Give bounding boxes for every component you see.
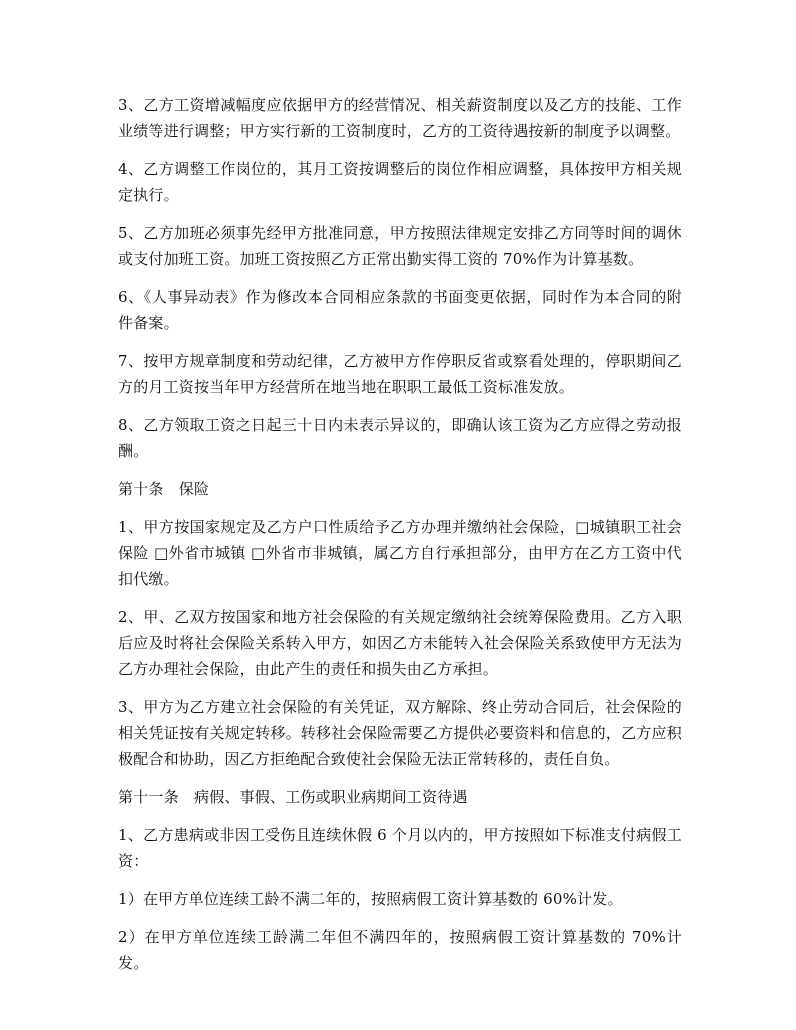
clause-7-suspension-pay: 7、按甲方规章制度和劳动纪律，乙方被甲方作停职反省或察看处理的，停职期间乙方的月工资按当年甲方经营所在地当地在职职工最低工资标准发放。: [118, 352, 682, 396]
clause-4-position-change: 4、乙方调整工作岗位的，其月工资按调整后的岗位作相应调整，具体按甲方相关规定执行。: [118, 160, 682, 204]
clause-8-salary-objection: 8、乙方领取工资之日起三十日内未表示异议的，即确认该工资为乙方应得之劳动报酬。: [118, 416, 682, 460]
article-11-heading: 第十一条 病假、事假、工伤或职业病期间工资待遇: [118, 788, 468, 806]
insurance-clause-2: 2、甲、乙双方按国家和地方社会保险的有关规定缴纳社会统筹保险费用。乙方入职后应及时将社会保险关系转入甲方，如因乙方未能转入社会保险关系致使甲方无法为乙方办理社会保险，由此产生的责任和损失由乙方承担。: [118, 608, 682, 678]
insurance-clause-3: 3、甲方为乙方建立社会保险的有关凭证，双方解除、终止劳动合同后，社会保险的相关凭证按有关规定转移。转移社会保险需要乙方提供必要资料和信息的，乙方应积极配合和协助，因乙方拒绝配合致使社会保险无法正常转移的，责任自负。: [118, 698, 682, 768]
sick-leave-item-1: 1）在甲方单位连续工龄不满二年的，按照病假工资计算基数的 60%计发。: [118, 890, 623, 908]
insurance-clause-1: 1、甲方按国家规定及乙方户口性质给予乙方办理并缴纳社会保险，□城镇职工社会保险 □外省市城镇 □外省市非城镇，属乙方自行承担部分，由甲方在乙方工资中代扣代缴。: [118, 518, 682, 588]
clause-6-personnel-change-form: 6、《人事异动表》作为修改本合同相应条款的书面变更依据，同时作为本合同的附件备案。: [118, 288, 682, 332]
document-page: [118, 92, 682, 988]
sick-leave-clause-1: 1、乙方患病或非因工受伤且连续休假 6 个月以内的，甲方按照如下标准支付病假工资：: [118, 826, 682, 870]
clause-3-salary-adjustment: 3、乙方工资增减幅度应依据甲方的经营情况、相关薪资制度以及乙方的技能、工作业绩等进行调整；甲方实行新的工资制度时，乙方的工资待遇按新的制度予以调整。: [118, 96, 682, 140]
sick-leave-item-2: 2）在甲方单位连续工龄满二年但不满四年的，按照病假工资计算基数的 70%计发。: [118, 928, 682, 972]
article-10-heading: 第十条 保险: [118, 480, 210, 498]
clause-5-overtime: 5、乙方加班必须事先经甲方批准同意，甲方按照法律规定安排乙方同等时间的调休或支付加班工资。加班工资按照乙方正常出勤实得工资的 70%作为计算基数。: [118, 224, 682, 268]
